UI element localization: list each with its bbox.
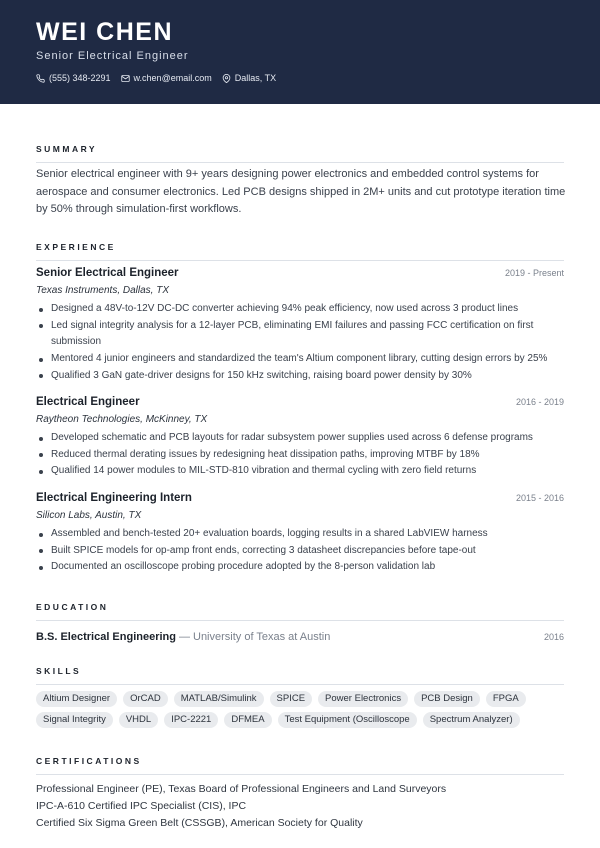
- job-dates: 2016 - 2019: [515, 397, 564, 407]
- job-bullets: [36, 301, 564, 385]
- job-entry: [36, 396, 564, 480]
- contact-bar: [36, 73, 286, 83]
- resume-header: [0, 0, 600, 104]
- job-dates: 2019 - Present: [504, 268, 564, 278]
- skills-heading: SKILLS: [36, 666, 564, 685]
- map-pin-icon: [222, 74, 231, 83]
- candidate-role: Senior Electrical Engineer: [36, 50, 189, 62]
- job-company: Raytheon Technologies, McKinney, TX: [36, 414, 208, 425]
- candidate-name: WEI CHEN: [36, 18, 173, 46]
- job-title: Electrical Engineering Intern: [36, 492, 192, 504]
- job-entry: [36, 492, 564, 576]
- skill-chip: MATLAB/Simulink: [174, 691, 264, 707]
- certifications-list: [36, 781, 564, 832]
- summary-heading: SUMMARY: [36, 144, 564, 163]
- skill-chip: Test Equipment (Oscilloscope: [278, 712, 417, 728]
- job-dates: 2015 - 2016: [515, 493, 564, 503]
- skills-list: [36, 691, 566, 733]
- certification-item: IPC-A-610 Certified IPC Specialist (CIS), IPC: [36, 800, 247, 812]
- phone-text: (555) 348-2291: [49, 73, 111, 83]
- skill-chip: IPC-2221: [164, 712, 218, 728]
- skill-chip: OrCAD: [123, 691, 168, 707]
- bullet-item: Developed schematic and PCB layouts for radar subsystem power supplies used across 6 defense programs: [36, 430, 564, 447]
- bullet-item: Built SPICE models for op-amp front ends, correcting 3 datasheet discrepancies before tape-out: [36, 543, 564, 560]
- job-entry: [36, 267, 564, 385]
- certification-item: Professional Engineer (PE), Texas Board of Professional Engineers and Land Surveyors: [36, 783, 447, 795]
- bullet-item: Qualified 3 GaN gate-driver designs for 150 kHz switching, raising board power density by 30%: [36, 368, 564, 385]
- location-text: Dallas, TX: [234, 73, 277, 83]
- bullet-item: Designed a 48V-to-12V DC-DC converter achieving 94% peak efficiency, now used across 3 product lines: [36, 301, 564, 318]
- skill-chip: Spectrum Analyzer): [423, 712, 520, 728]
- bullet-item: Reduced thermal derating issues by redesigning heat dissipation paths, improving MTBF by 18%: [36, 447, 564, 464]
- mail-icon: [121, 74, 130, 83]
- skill-chip: PCB Design: [414, 691, 480, 707]
- job-bullets: [36, 430, 564, 480]
- job-title: Senior Electrical Engineer: [36, 267, 179, 279]
- skill-chip: Altium Designer: [36, 691, 117, 707]
- email-text[interactable]: w.chen@email.com: [133, 73, 212, 83]
- skill-chip: Signal Integrity: [36, 712, 113, 728]
- job-bullets: [36, 526, 564, 576]
- experience-heading: EXPERIENCE: [36, 242, 564, 261]
- bullet-item: Qualified 14 power modules to MIL-STD-810 vibration and thermal cycling with zero field returns: [36, 463, 564, 480]
- degree: B.S. Electrical Engineering: [36, 631, 176, 643]
- skill-chip: Power Electronics: [318, 691, 408, 707]
- graduation-year: 2016: [543, 632, 564, 642]
- bullet-item: Documented an oscilloscope probing procedure adopted by the 8-person validation lab: [36, 559, 564, 576]
- contact-phone: [36, 73, 111, 83]
- job-company: Silicon Labs, Austin, TX: [36, 510, 142, 521]
- bullet-item: Mentored 4 junior engineers and standardized the team's Altium component library, cutting design errors by 25%: [36, 351, 564, 368]
- certification-item: Certified Six Sigma Green Belt (CSSGB), American Society for Quality: [36, 817, 363, 829]
- education-heading: EDUCATION: [36, 602, 564, 621]
- job-company: Texas Instruments, Dallas, TX: [36, 285, 170, 296]
- skill-chip: SPICE: [270, 691, 313, 707]
- education-entry: [36, 627, 564, 645]
- summary-text: Senior electrical engineer with 9+ years designing power electronics and embedded control systems for aerospace and consumer electronics. Led PCB designs shipped in 2M+ units and cut prototype iteration time by 50% through simulation-first workflows.: [36, 168, 566, 215]
- skill-chip: VHDL: [119, 712, 158, 728]
- job-title: Electrical Engineer: [36, 396, 140, 408]
- phone-icon: [36, 74, 45, 83]
- contact-location: [222, 73, 276, 83]
- bullet-item: Led signal integrity analysis for a 12-layer PCB, eliminating EMI failures and passing FCC certification on first submission: [36, 318, 564, 351]
- certifications-heading: CERTIFICATIONS: [36, 756, 564, 775]
- bullet-item: Assembled and bench-tested 20+ evaluation boards, logging results in a shared LabVIEW harness: [36, 526, 564, 543]
- contact-email[interactable]: [121, 73, 212, 83]
- skill-chip: DFMEA: [224, 712, 271, 728]
- school: University of Texas at Austin: [193, 631, 331, 643]
- degree-separator: —: [179, 631, 190, 643]
- skill-chip: FPGA: [486, 691, 526, 707]
